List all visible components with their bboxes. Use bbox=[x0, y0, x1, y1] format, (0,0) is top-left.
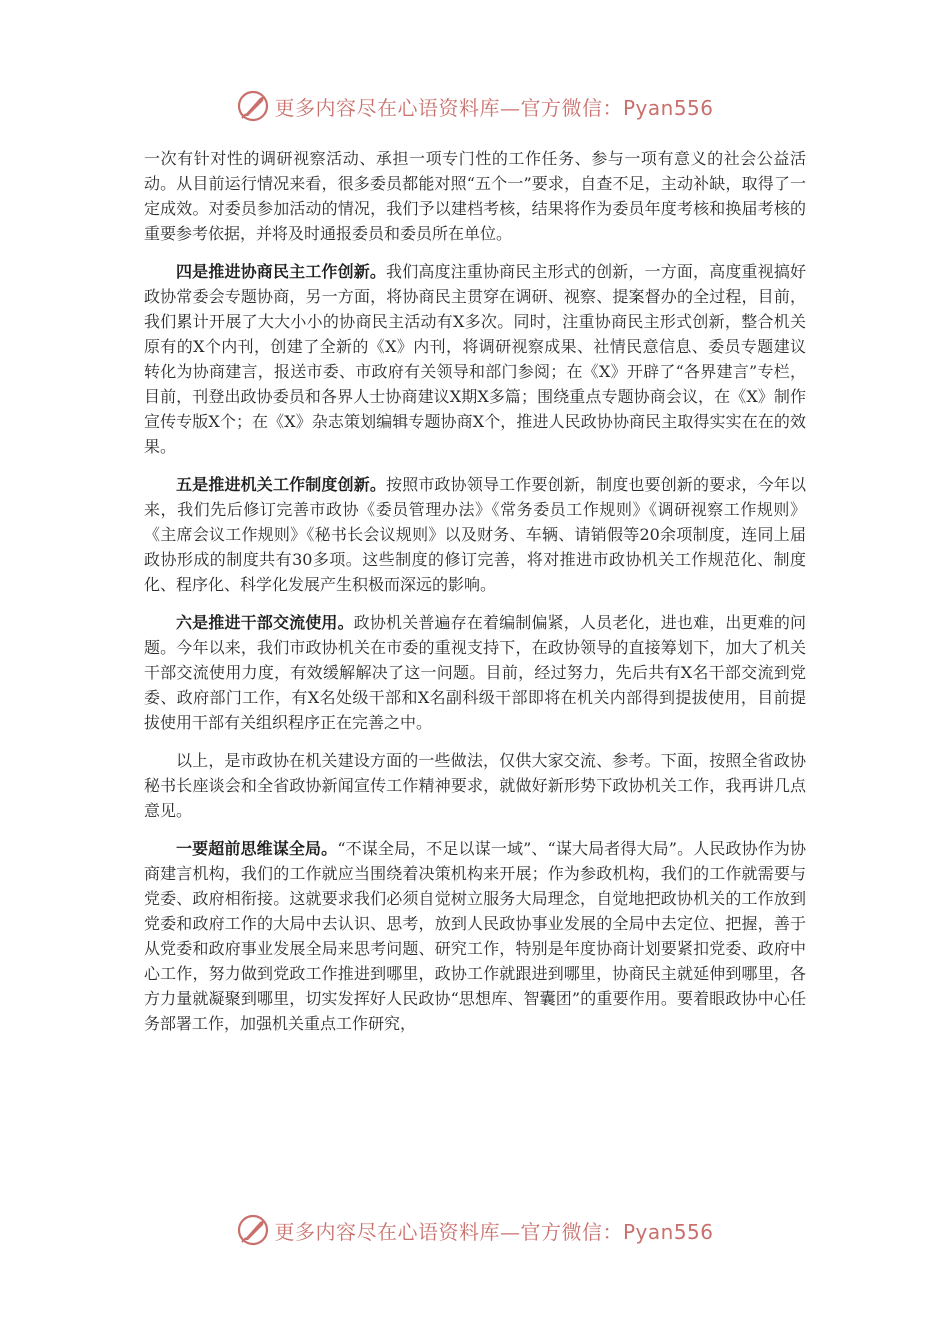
banner-site-text: 更多内容尽在心语资料库 bbox=[274, 95, 500, 120]
banner-wechat-id: Pyan556 bbox=[622, 1219, 714, 1244]
paragraph-heading: 一要超前思维谋全局。 bbox=[176, 839, 338, 858]
banner-wechat-id: Pyan556 bbox=[622, 95, 714, 120]
banner-separator: — bbox=[499, 1219, 521, 1244]
banner-wechat-label: 官方微信： bbox=[520, 95, 623, 120]
banner-site-text: 更多内容尽在心语资料库 bbox=[274, 1219, 500, 1244]
paragraph-overall-thinking: 一要超前思维谋全局。“不谋全局，不足以谋一域”、“谋大局者得大局”。人民政协作为协商建言机构，我们的工作就应当围绕着决策机构来开展；作为参政机构，我们的工作就需要与党委、政府相衔接。这就要求我们必须自觉树立服务大局理念，自觉地把政协机关的工作放到党委和政府工作的大局中去认识、思考，放到人民政协事业发展的全局中去定位、把握，善于从党委和政府事业发展全局来思考问题、研究工作，特别是年度协商计划要紧扣党委、政府中心工作，努力做到党政工作推进到哪里，政协工作就跟进到哪里，协商民主就延伸到哪里，各方力量就凝聚到哪里，切实发挥好人民政协“思想库、智囊团”的重要作用。要着眼政协中心任务部署工作，加强机关重点工作研究， bbox=[144, 839, 806, 1033]
paragraph-transition: 以上，是市政协在机关建设方面的一些做法，仅供大家交流、参考。下面，按照全省政协秘书长座谈会和全省政协新闻宣传工作精神要求，就做好新形势下政协机关工作，我再讲几点意见。 bbox=[144, 751, 806, 820]
banner-separator: — bbox=[499, 95, 521, 120]
paragraph-heading: 四是推进协商民主工作创新。 bbox=[176, 262, 387, 281]
paragraph-continuation: 一次有针对性的调研视察活动、承担一项专门性的工作任务、参与一项有意义的社会公益活动。从目前运行情况来看，很多委员都能对照“五个一”要求，自查不足，主动补缺，取得了一定成效。对委员参加活动的情况，我们予以建档考核，结果将作为委员年度考核和换届考核的重要参考依据，并将及时通报委员和委员所在单位。 bbox=[144, 149, 806, 243]
banner-wechat-label: 官方微信： bbox=[520, 1219, 623, 1244]
quill-logo-icon bbox=[236, 1213, 270, 1247]
paragraph-innovation-democracy: 四是推进协商民主工作创新。我们高度注重协商民主形式的创新，一方面，高度重视搞好政协常委会专题协商，另一方面，将协商民主贯穿在调研、视察、提案督办的全过程，目前，我们累计开展了大大小小的协商民主活动有X多次。同时，注重协商民主形式创新，整合机关原有的X个内刊，创建了全新的《X》内刊，将调研视察成果、社情民意信息、委员专题建议转化为协商建言，报送市委、市政府有关领导和部门参阅；在《X》开辟了“各界建言”专栏，目前，刊登出政协委员和各界人士协商建议X期X多篇；围绕重点专题协商会议，在《X》制作宣传专版X个；在《X》杂志策划编辑专题协商X个，推进人民政协协商民主取得实实在在的效果。 bbox=[144, 262, 806, 456]
paragraph-heading: 五是推进机关工作制度创新。 bbox=[176, 475, 387, 494]
paragraph-heading: 六是推进干部交流使用。 bbox=[176, 613, 354, 632]
document-body bbox=[144, 146, 806, 1049]
header-banner bbox=[0, 86, 950, 126]
paragraph-innovation-rules: 五是推进机关工作制度创新。按照市政协领导工作要创新，制度也要创新的要求，今年以来，我们先后修订完善市政协《委员管理办法》《常务委员工作规则》《调研视察工作规则》《主席会议工作规则》《秘书长会议规则》以及财务、车辆、请销假等20余项制度，连同上届政协形成的制度共有30多项。这些制度的修订完善，将对推进市政协机关工作规范化、制度化、程序化、科学化发展产生积极而深远的影响。 bbox=[144, 475, 806, 594]
paragraph-cadre-exchange: 六是推进干部交流使用。政协机关普遍存在着编制偏紧，人员老化，进也难，出更难的问题。今年以来，我们市政协机关在市委的重视支持下，在政协领导的直接筹划下，加大了机关干部交流使用力度，有效缓解解决了这一问题。目前，经过努力，先后共有X名干部交流到党委、政府部门工作，有X名处级干部和X名副科级干部即将在机关内部得到提拔使用，目前提拔使用干部有关组织程序正在完善之中。 bbox=[144, 613, 806, 732]
footer-banner bbox=[0, 1210, 950, 1250]
quill-logo-icon bbox=[236, 89, 270, 123]
